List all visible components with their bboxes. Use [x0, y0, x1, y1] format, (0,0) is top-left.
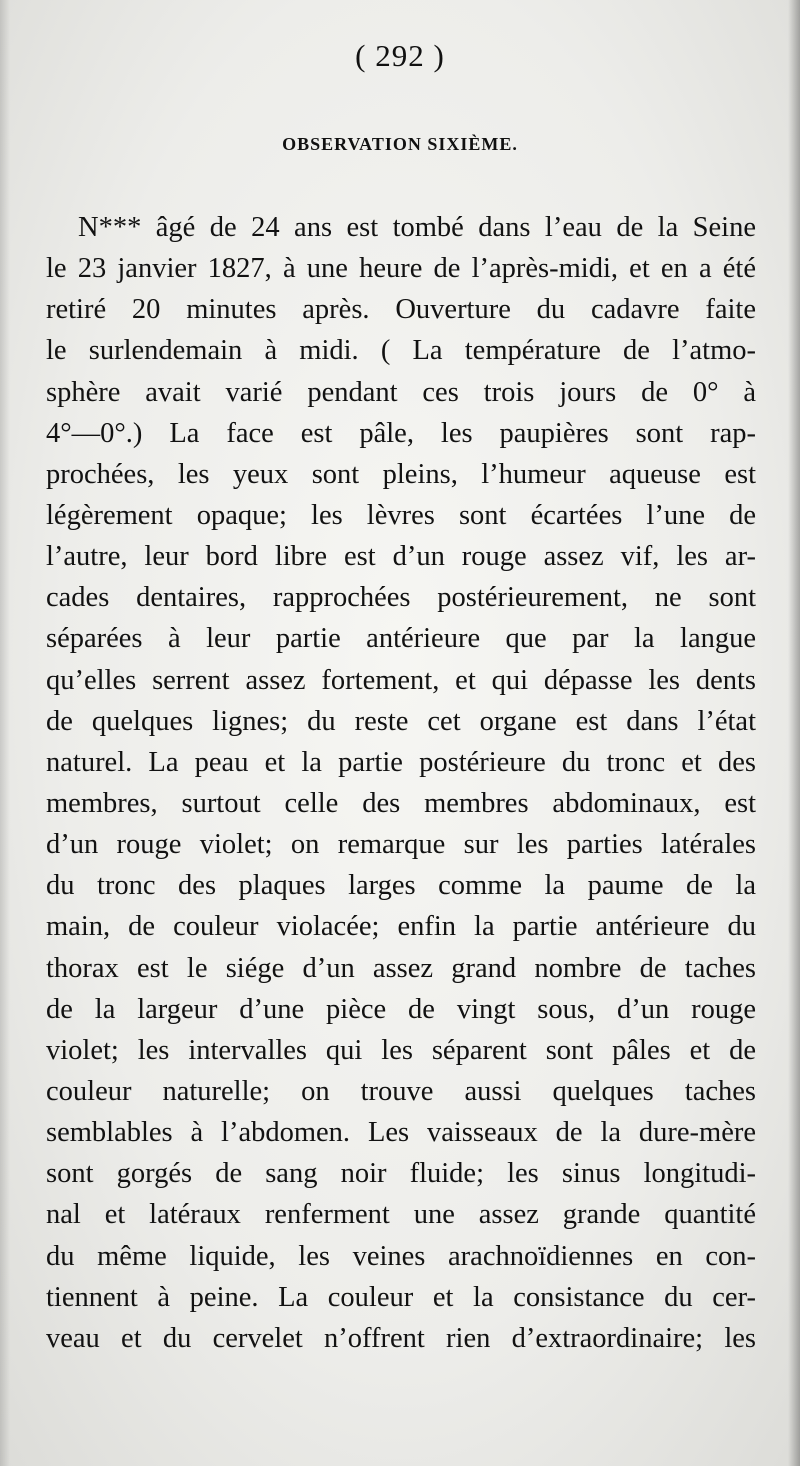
text-line: tiennent à peine. La couleur et la consistance du cer-	[46, 1281, 756, 1313]
text-line: couleur naturelle; on trouve aussi quelques taches	[46, 1075, 756, 1107]
text-line: semblables à l’abdomen. Les vaisseaux de la dure-mère	[46, 1117, 756, 1149]
text-line: membres, surtout celle des membres abdominaux, est	[46, 787, 756, 819]
text-line: de quelques lignes; du reste cet organe est dans l’état	[46, 705, 756, 737]
text-line: séparées à leur partie antérieure que par la langue	[46, 623, 756, 655]
text-line: prochées, les yeux sont pleins, l’humeur aqueuse est	[46, 458, 756, 490]
body-text	[46, 207, 756, 1359]
page-number: ( 292 )	[355, 38, 445, 73]
text-line: nal et latéraux renferment une assez grande quantité	[46, 1199, 756, 1231]
text-line: naturel. La peau et la partie postérieure du tronc et des	[46, 746, 756, 778]
text-line: sont gorgés de sang noir fluide; les sinus longitudi-	[46, 1158, 756, 1190]
text-line: veau et du cervelet n’offrent rien d’extraordinaire; les	[46, 1322, 756, 1354]
section-heading: OBSERVATION SIXIÈME.	[282, 134, 518, 154]
text-line: de la largeur d’une pièce de vingt sous, d’un rouge	[46, 993, 756, 1025]
text-line: le 23 janvier 1827, à une heure de l’après-midi, et en a été	[46, 253, 756, 285]
text-line: du même liquide, les veines arachnoïdiennes en con-	[46, 1240, 756, 1272]
text-line: thorax est le siége d’un assez grand nombre de taches	[46, 952, 756, 984]
text-line: d’un rouge violet; on remarque sur les parties latérales	[46, 829, 756, 861]
text-line: légèrement opaque; les lèvres sont écartées l’une de	[46, 499, 756, 531]
text-line: main, de couleur violacée; enfin la partie antérieure du	[46, 911, 756, 943]
page-gutter-shadow	[0, 0, 10, 1466]
text-line: 4°—0°.) La face est pâle, les paupières sont rap-	[46, 417, 756, 449]
text-line: le surlendemain à midi. ( La température de l’atmo-	[46, 335, 756, 367]
text-line: retiré 20 minutes après. Ouverture du cadavre faite	[46, 294, 756, 326]
text-line: qu’elles serrent assez fortement, et qui dépasse les dents	[46, 664, 756, 696]
text-line: N*** âgé de 24 ans est tombé dans l’eau de la Seine	[78, 212, 756, 243]
text-line: l’autre, leur bord libre est d’un rouge assez vif, les ar-	[46, 541, 756, 573]
page-edge-shadow	[788, 0, 800, 1466]
text-line: cades dentaires, rapprochées postérieurement, ne sont	[46, 582, 756, 614]
text-line: violet; les intervalles qui les séparent sont pâles et de	[46, 1034, 756, 1066]
text-line: sphère avait varié pendant ces trois jours de 0° à	[46, 376, 756, 408]
text-line: du tronc des plaques larges comme la paume de la	[46, 870, 756, 902]
